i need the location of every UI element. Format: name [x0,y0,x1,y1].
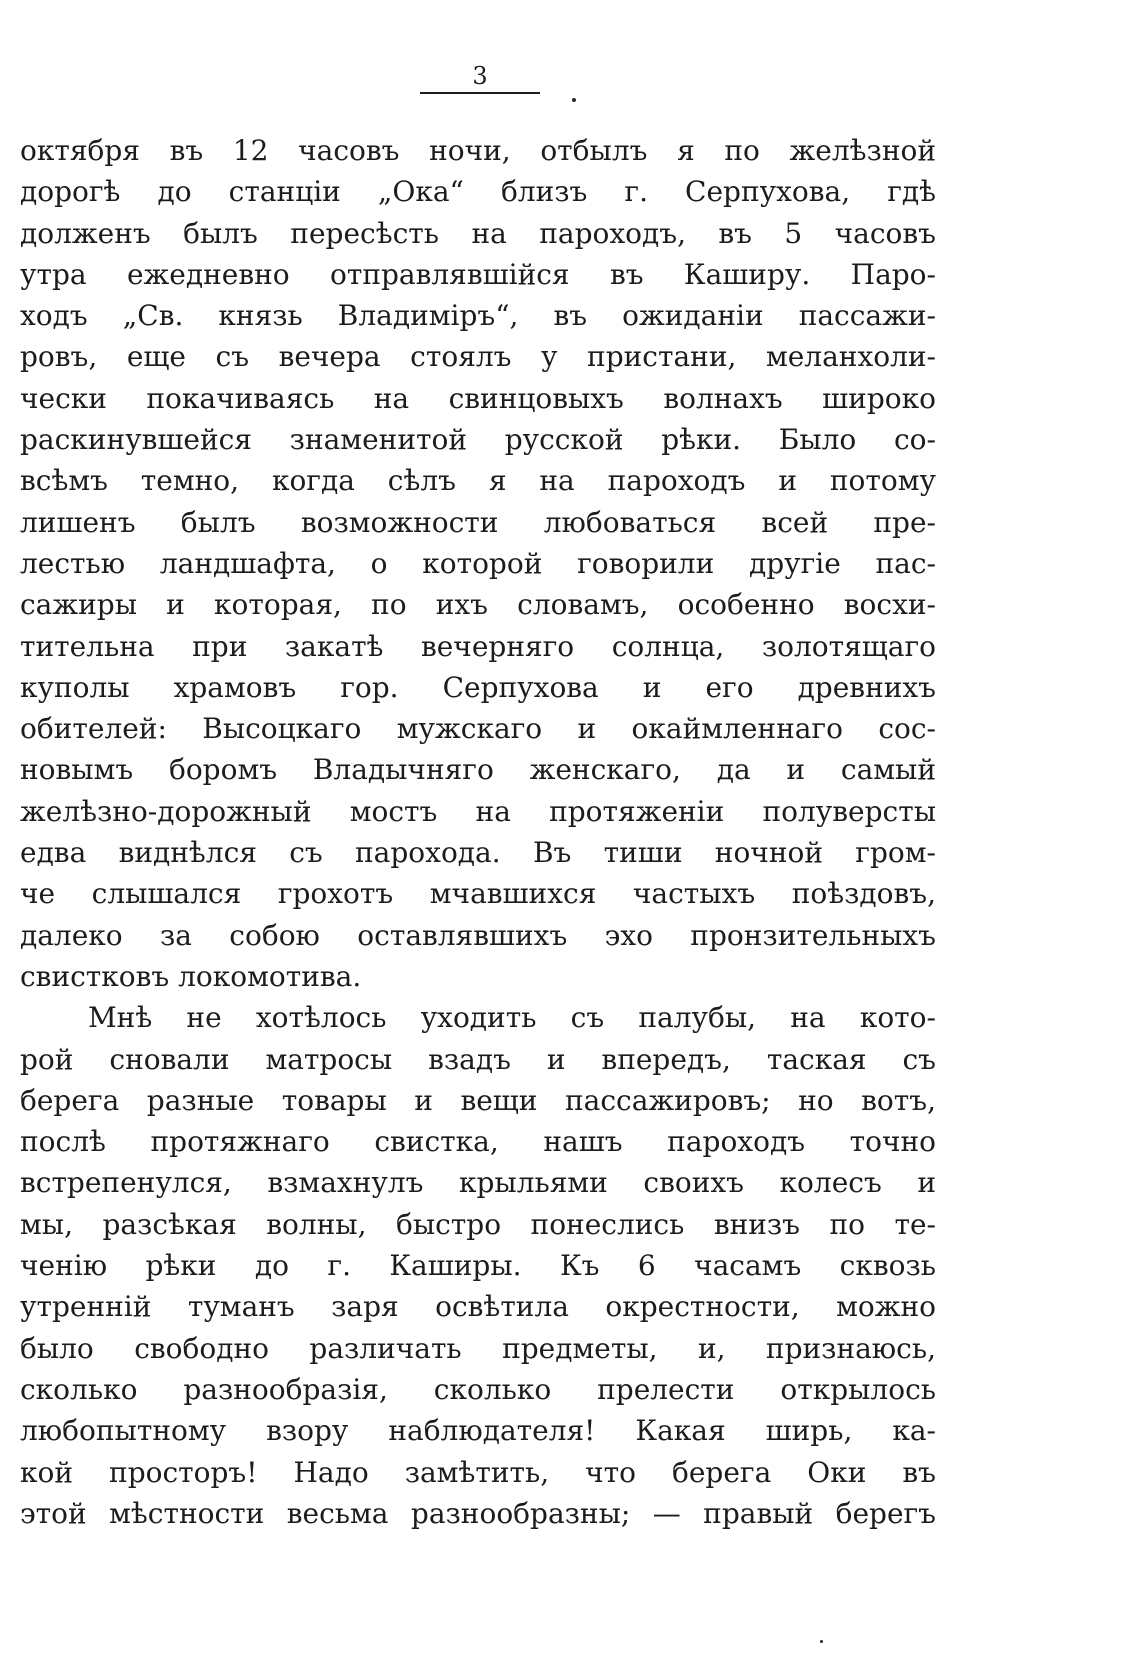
text-line: тительна при закатѣ вечерняго солнца, золотящаго [20,629,936,663]
text-line: свистковъ локомотива. [20,959,362,993]
text-line: чески покачиваясь на свинцовыхъ волнахъ широко [20,381,936,415]
text-line: раскинувшейся знаменитой русской рѣки. Было со- [20,423,936,457]
text-line: обителей: Высоцкаго мужскаго и окаймленнаго сос- [20,712,936,746]
text-line: куполы храмовъ гор. Серпухова и его древнихъ [20,670,936,704]
text-line: че слышался грохотъ мчавшихся частыхъ поѣздовъ, [20,877,936,911]
body-text [20,130,936,1534]
text-line: берега разные товары и вещи пассажировъ; но вотъ, [20,1083,936,1117]
text-line: рой сновали матросы взадъ и впередъ, таская съ [20,1042,936,1076]
text-line: любопытному взору наблюдателя! Какая ширь, ка- [20,1414,936,1448]
text-line: было свободно различать предметы, и, признаюсь, [20,1331,936,1365]
text-line: едва виднѣлся съ парохода. Въ тиши ночной гром- [20,836,936,870]
text-line: долженъ былъ пересѣсть на пароходъ, въ 5 часовъ [20,216,936,250]
text-line: сажиры и которая, по ихъ словамъ, особенно восхи- [20,588,936,622]
stray-mark [820,1640,823,1643]
text-line: далеко за собою оставлявшихъ эхо пронзительныхъ [20,918,936,952]
text-line: октября въ 12 часовъ ночи, отбылъ я по желѣзной [20,134,936,167]
text-line: лестью ландшафта, о которой говорили другіе пас- [20,546,936,580]
text-line: послѣ протяжнаго свистка, нашъ пароходъ точно [20,1125,936,1159]
text-line: мы, разсѣкая волны, быстро понеслись внизъ по те- [20,1207,936,1241]
text-line: дорогѣ до станціи „Ока“ близъ г. Серпухова, гдѣ [20,175,936,209]
text-line: новымъ боромъ Владычняго женскаго, да и самый [20,753,936,787]
text-line: Мнѣ не хотѣлось уходить съ палубы, на кото- [88,1001,936,1035]
page-number: 3 [472,62,488,90]
text-line: утра ежедневно отправлявшійся въ Каширу. Паро- [20,257,936,291]
page-header [420,62,540,94]
text-line: сколько разнообразія, сколько прелести открылось [20,1372,936,1406]
text-line: утренній туманъ заря освѣтила окрестности, можно [20,1290,936,1324]
text-line: этой мѣстности весьма разнообразны; — правый берегъ [20,1496,936,1530]
text-line: ченію рѣки до г. Каширы. Къ 6 часамъ сквозь [20,1249,936,1283]
text-line: желѣзно-дорожный мостъ на протяженіи полуверсты [20,794,936,828]
text-line: ходъ „Св. князь Владиміръ“, въ ожиданіи пассажи- [20,299,936,333]
text-line: встрепенулся, взмахнулъ крыльями своихъ колесъ и [20,1166,936,1200]
text-line: ровъ, еще съ вечера стоялъ у пристани, меланхоли- [20,340,936,374]
header-rule [420,92,540,94]
text-line: кой просторъ! Надо замѣтить, что берега Оки въ [20,1455,936,1489]
text-line: всѣмъ темно, когда сѣлъ я на пароходъ и потому [20,464,936,498]
stray-mark [572,98,576,102]
text-line: лишенъ былъ возможности любоваться всей пре- [20,505,936,539]
